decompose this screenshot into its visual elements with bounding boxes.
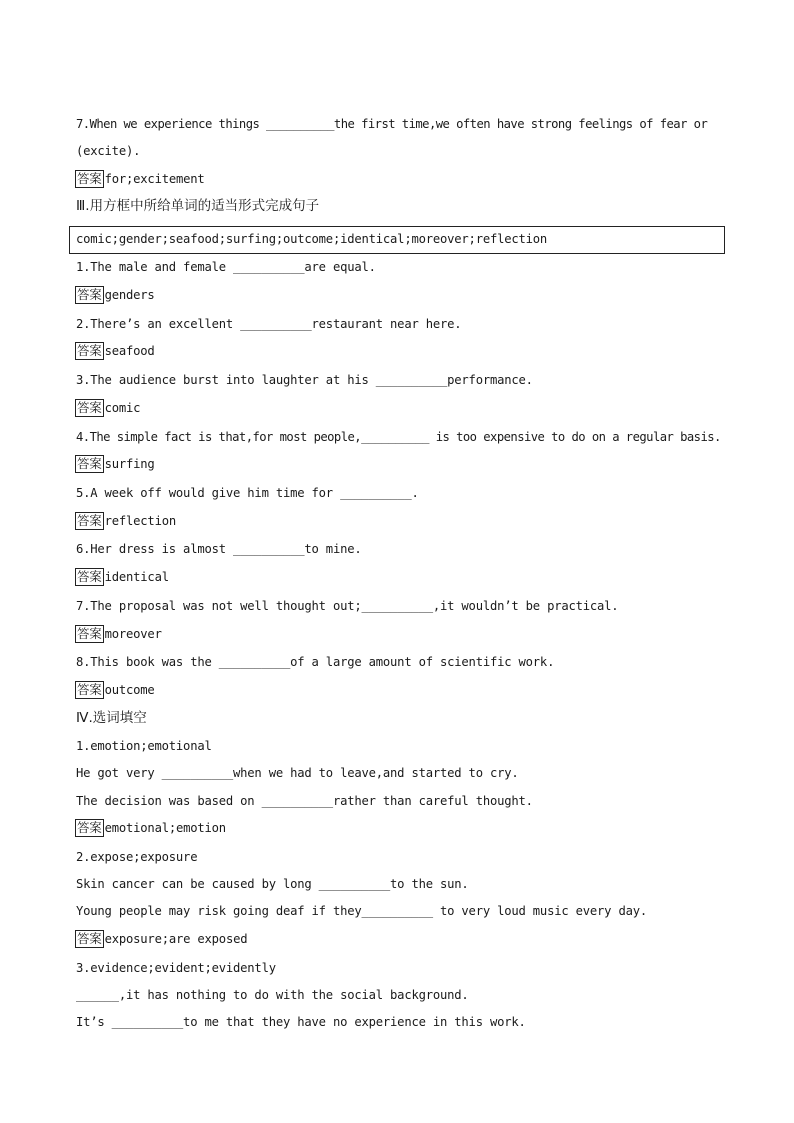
section-heading: Ⅳ.选词填空 [76,710,147,726]
answer-text: seafood [104,344,155,358]
answer-text: outcome [104,683,155,697]
answer-text: surfing [104,457,155,471]
question-text: The decision was based on __________rather than careful thought. [76,794,533,808]
question-text: 7.When we experience things __________the first time,we often have strong feelings of fear or [76,117,708,131]
word-box [69,226,725,254]
answer-row [75,342,155,360]
question-text: 3.The audience burst into laughter at his __________performance. [76,373,533,387]
answer-tag: 答案 [77,626,102,641]
question-text: 8.This book was the __________of a large amount of scientific work. [76,655,555,669]
answer-tag: 答案 [77,287,102,302]
answer-text: emotional;emotion [104,821,226,835]
answer-text: exposure;are exposed [104,932,248,946]
section-heading: Ⅲ.用方框中所给单词的适当形式完成句子 [76,198,320,214]
question-text: 5.A week off would give him time for __________. [76,486,419,500]
answer-tag: 答案 [77,682,102,697]
answer-text: reflection [104,514,176,528]
answer-row [75,930,247,948]
question-text: 6.Her dress is almost __________to mine. [76,542,362,556]
word-group: 1.emotion;emotional [76,739,212,753]
answer-row [75,286,155,304]
question-text: 7.The proposal was not well thought out;__________,it wouldn’t be practical. [76,599,619,613]
answer-text: genders [104,288,155,302]
question-text: (excite). [76,144,141,158]
answer-tag: 答案 [77,171,102,186]
answer-text: comic [104,401,141,415]
answer-tag: 答案 [77,456,102,471]
answer-text: identical [104,570,169,584]
answer-text: for;excitement [104,172,205,186]
answer-tag: 答案 [77,820,102,835]
question-text: 1.The male and female __________are equal. [76,260,376,274]
answer-row [75,512,176,530]
word-group: 3.evidence;evident;evidently [76,961,276,975]
answer-tag: 答案 [77,569,102,584]
answer-row [75,455,155,473]
word-group: 2.expose;exposure [76,850,198,864]
answer-tag: 答案 [77,931,102,946]
word-box-text: comic;gender;seafood;surfing;outcome;identical;moreover;reflection [76,232,548,246]
answer-row [75,568,169,586]
question-text: ______,it has nothing to do with the social background. [76,988,469,1002]
answer-row [75,681,155,699]
answer-row [75,819,226,837]
answer-tag: 答案 [77,400,102,415]
question-text: Young people may risk going deaf if they__________ to very loud music every day. [76,904,647,918]
answer-row [75,399,140,417]
answer-tag: 答案 [77,343,102,358]
answer-tag: 答案 [77,513,102,528]
question-text: Skin cancer can be caused by long __________to the sun. [76,877,469,891]
question-text: He got very __________when we had to leave,and started to cry. [76,766,519,780]
question-text: 2.There’s an excellent __________restaurant near here. [76,317,462,331]
answer-text: moreover [104,627,162,641]
answer-row [75,625,162,643]
answer-row [75,170,205,188]
question-text: 4.The simple fact is that,for most people,__________ is too expensive to do on a regular basis. [76,430,721,444]
question-text: It’s __________to me that they have no experience in this work. [76,1015,526,1029]
